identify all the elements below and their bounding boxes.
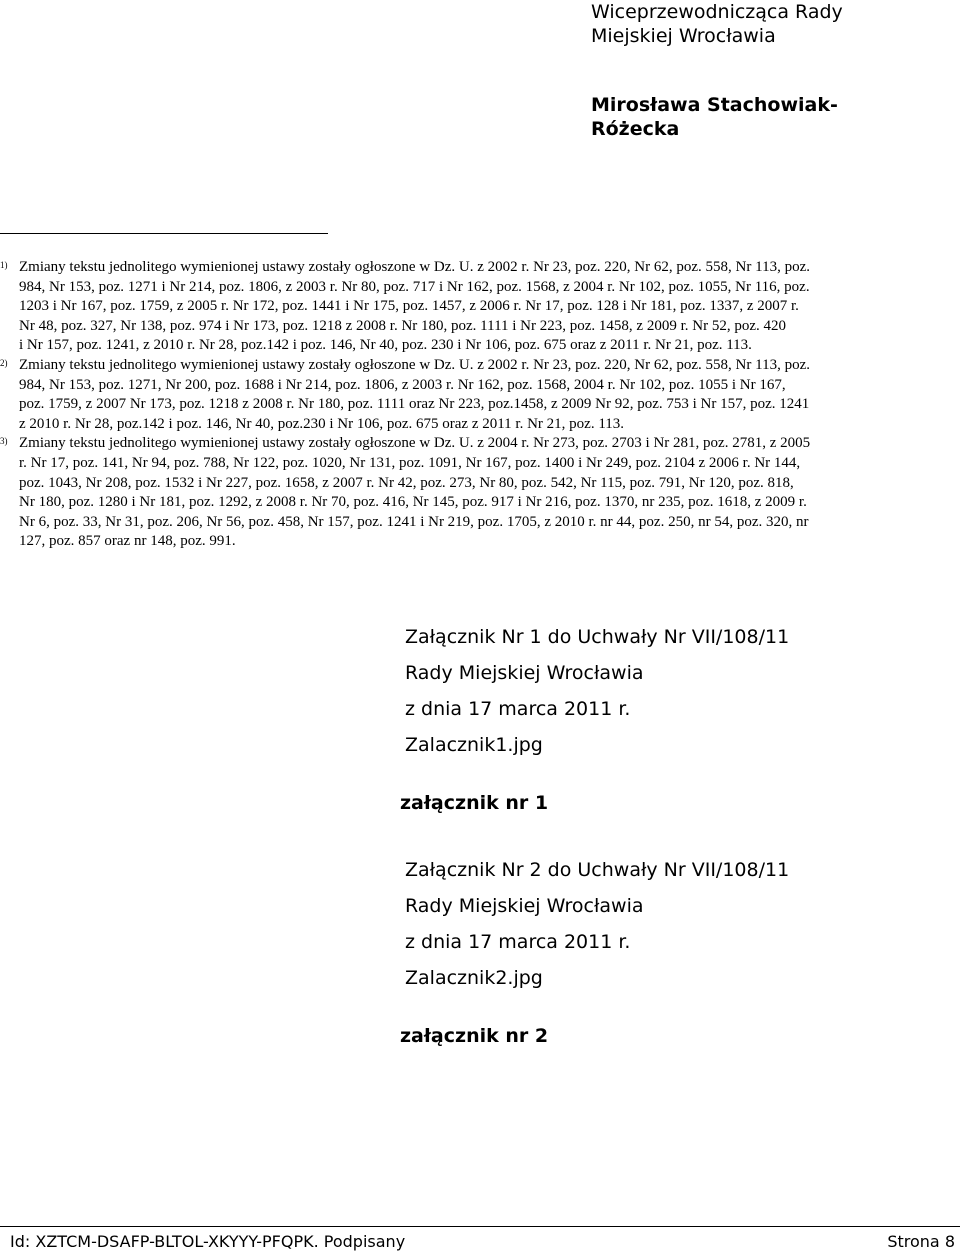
attachment-2-header [405,852,789,996]
footnote-2 [0,356,960,434]
attachment-council: Rady Miejskiej Wrocławia [405,895,644,917]
signatory-name: Mirosława Stachowiak- [591,94,838,116]
attachment-file-name: Zalacznik1.jpg [405,734,543,756]
signature-block [591,0,891,141]
footnote-1 [0,258,960,356]
document-id: Id: XZTCM-DSAFP-BLTOL-XKYYY-PFQPK. Podpisany [10,1232,406,1251]
page-number: Strona 8 [887,1232,955,1251]
attachment-date: z dnia 17 marca 2011 r. [405,698,631,720]
footnote-separator [0,233,328,234]
page-footer [0,1226,960,1253]
footnote-text: Zmiany tekstu jednolitego wymienionej ustawy zostały ogłoszone w Dz. U. z 2002 r. Nr 23, poz. 220, Nr 62, poz. 558, Nr 113, poz. 984, Nr 153, poz. 1271 i Nr 214, poz. 1806, z 2003 r. Nr 80, poz. 717 i Nr 162, poz. 1568, z 2004 r. Nr 102, poz. 1055, Nr 116, poz. 1203 i Nr 167, poz. 1759, z 2005 r. Nr 172, poz. 1441 i Nr 175, poz. 1457, z 2006 r. Nr 17, poz. 128 i Nr 181, poz. 1337, z 2007 r. Nr 48, poz. 327, Nr 138, poz. 974 i Nr 173, poz. 1218 z 2008 r. Nr 180, poz. 1111 i Nr 223, poz. 1458, z 2009 r. Nr 52, poz. 420 i Nr 157, poz. 1241, z 2010 r. Nr 28, poz.142 i poz. 146, Nr 40, poz. 230 i Nr 106, poz. 675 oraz z 2011 r. Nr 21, poz. 113. [19,259,810,354]
attachment-heading: Załącznik Nr 1 do Uchwały Nr VII/108/11 [405,626,790,648]
footnote-marker: 1) [0,260,8,270]
attachment-1-header [405,619,789,763]
attachment-2-label: załącznik nr 2 [400,1025,549,1047]
signatory-name-line2: Różecka [591,118,680,140]
attachment-file-name: Zalacznik2.jpg [405,967,543,989]
footnote-text: Zmiany tekstu jednolitego wymienionej ustawy zostały ogłoszone w Dz. U. z 2004 r. Nr 273, poz. 2703 i Nr 281, poz. 2781, z 2005 r. Nr 17, poz. 141, Nr 94, poz. 788, Nr 122, poz. 1020, Nr 131, poz. 1091, Nr 167, poz. 1400 i Nr 249, poz. 2104 z 2006 r. Nr 144, poz. 1043, Nr 208, poz. 1532 i Nr 227, poz. 1658, z 2007 r. Nr 42, poz. 273, Nr 80, poz. 542, Nr 115, poz. 791, Nr 120, poz. 818, Nr 180, poz. 1280 i Nr 181, poz. 1292, z 2008 r. Nr 70, poz. 416, Nr 145, poz. 917 i Nr 216, poz. 1370, nr 235, poz. 1618, z 2009 r. Nr 6, poz. 33, Nr 31, poz. 206, Nr 56, poz. 458, Nr 157, poz. 1241 i Nr 219, poz. 1705, z 2010 r. nr 44, poz. 250, nr 54, poz. 320, nr 127, poz. 857 oraz nr 148, poz. 991. [19,435,811,550]
footnote-text: Zmiany tekstu jednolitego wymienionej ustawy zostały ogłoszone w Dz. U. z 2002 r. Nr 23, poz. 220, Nr 62, poz. 558, Nr 113, poz. 984, Nr 153, poz. 1271, Nr 200, poz. 1688 i Nr 214, poz. 1806, z 2003 r. Nr 162, poz. 1568, 2004 r. Nr 102, poz. 1055 i Nr 167, poz. 1759, z 2007 Nr 173, poz. 1218 z 2008 r. Nr 180, poz. 1111 oraz Nr 223, poz.1458, z 2009 Nr 92, poz. 753 i Nr 157, poz. 1241 z 2010 r. Nr 28, poz.142 i poz. 146, Nr 40, poz.230 i Nr 106, poz. 675 oraz z 2011 r. Nr 21, poz. 113. [19,356,810,432]
footnote-3 [0,434,960,552]
signatory-title: Wiceprzewodnicząca Rady [591,1,843,23]
attachment-heading: Załącznik Nr 2 do Uchwały Nr VII/108/11 [405,859,790,881]
footnote-marker: 3) [0,436,8,447]
attachment-1-label: załącznik nr 1 [400,792,549,814]
footnote-marker: 2) [0,357,8,368]
signatory-title-line2: Miejskiej Wrocławia [591,25,776,47]
attachment-date: z dnia 17 marca 2011 r. [405,931,631,953]
footnotes [0,258,960,552]
attachment-council: Rady Miejskiej Wrocławia [405,662,644,684]
